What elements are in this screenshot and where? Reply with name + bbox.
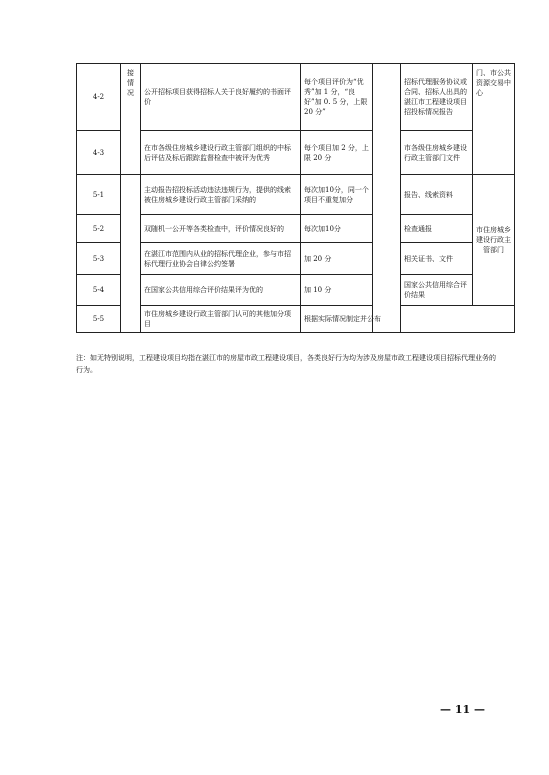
item-score: 加 20 分: [301, 243, 373, 275]
responsible-org: 市住房城乡建设行政主管部门: [473, 175, 515, 306]
responsible-org: 门、市公共资源交易中心: [473, 64, 515, 175]
item-source: 报告、线索资料: [401, 175, 473, 215]
table-row: [77, 215, 515, 243]
category-label: 接情况: [121, 64, 141, 175]
item-source: 国家公共信用综合评价结果: [401, 275, 473, 306]
category-blank: [121, 175, 141, 333]
item-number: 4-2: [77, 64, 121, 131]
item-number: 5-3: [77, 243, 121, 275]
item-score: 每次加10分，同一个项目不重复加分: [301, 175, 373, 215]
item-source: 检查通报: [401, 215, 473, 243]
footnote: 注：如无特别说明，工程建设项目均指在湛江市的房屋市政工程建设项目，各类良好行为均为涉及房屋市政工程建设项目招标代理业务的行为。: [76, 354, 496, 374]
item-content: 在市各级住房城乡建设行政主管部门组织的中标后评估及标后跟踪监督检查中被评为优秀: [141, 131, 301, 175]
table-row: [77, 275, 515, 306]
page-number: — 11 —: [440, 703, 485, 716]
item-number: 4-3: [77, 131, 121, 175]
item-source: 市各级住房城乡建设行政主管部门文件: [401, 131, 473, 175]
table-row: [77, 131, 515, 175]
table-row: [77, 243, 515, 275]
table-row: [77, 64, 515, 131]
item-content: 双随机一公开等各类检查中，评价情况良好的: [141, 215, 301, 243]
item-number: 5-4: [77, 275, 121, 306]
item-content: 在湛江市范围内从业的招标代理企业，参与市招标代理行业协会自律公约签署: [141, 243, 301, 275]
item-score: 每次加10分: [301, 215, 373, 243]
item-score: 根据实际情况制定并公布: [301, 306, 515, 333]
item-content: 在国家公共信用综合评价结果评为优的: [141, 275, 301, 306]
item-source: 招标代理服务协议或合同、招标人出具的湛江市工程建设项目招投标情况报告: [401, 64, 473, 131]
table-row: [77, 175, 515, 215]
item-content: 市住房城乡建设行政主管部门认可的其他加分项目: [141, 306, 301, 333]
item-score: 加 10 分: [301, 275, 373, 306]
item-source: 相关证书、文件: [401, 243, 473, 275]
blank-column: [373, 64, 401, 333]
item-score: 每个项目加 2 分，上限 20 分: [301, 131, 373, 175]
table-row: [77, 306, 515, 333]
item-number: 5-1: [77, 175, 121, 215]
item-number: 5-5: [77, 306, 121, 333]
scoring-table: [76, 63, 515, 333]
item-content: 主动报告招投标活动违法违规行为，提供的线索被住房城乡建设行政主管部门采纳的: [141, 175, 301, 215]
item-content: 公开招标项目获得招标人关于良好履约的书面评价: [141, 64, 301, 131]
item-score: 每个项目评价为“优秀”加 1 分，“良好”加 0. 5 分，上限 20 分”: [301, 64, 373, 131]
item-number: 5-2: [77, 215, 121, 243]
